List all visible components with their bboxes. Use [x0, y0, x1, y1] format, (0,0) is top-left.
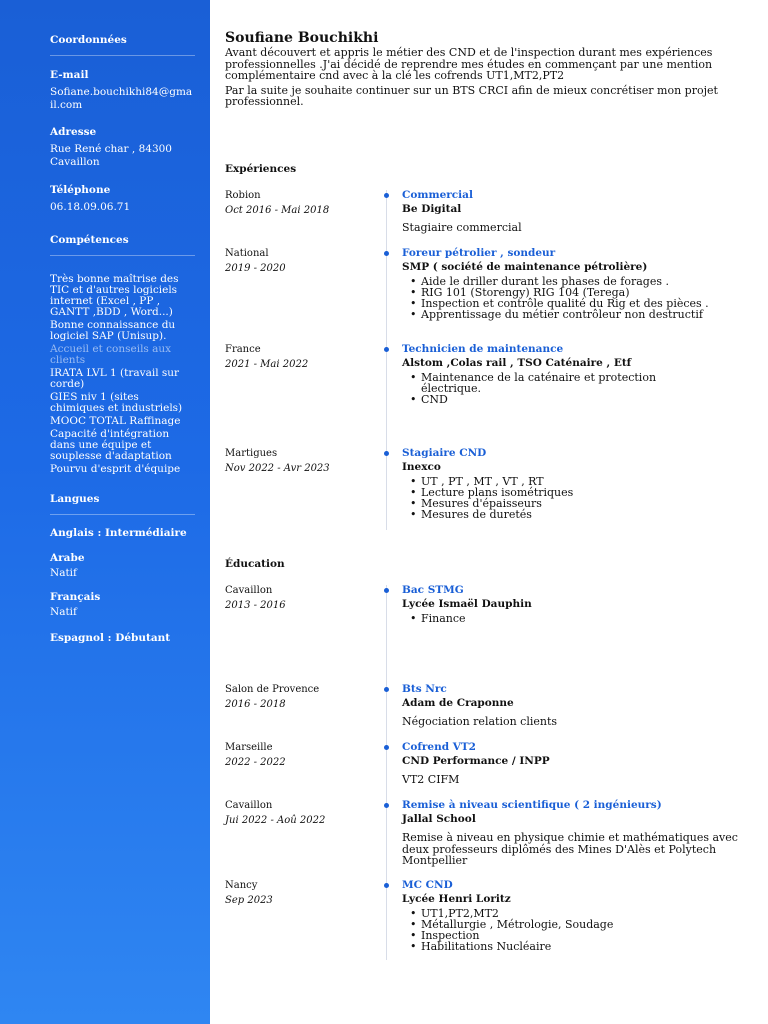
entry-dates: 2021 - Mai 2022: [225, 359, 309, 370]
entry-desc: Négociation relation clients: [402, 715, 558, 728]
entry-role: Bts Nrc: [402, 683, 447, 695]
adresse-value: Rue René char , 84300 Cavaillon: [50, 143, 172, 169]
candidate-name: Soufiane Bouchikhi: [225, 30, 379, 46]
entry-dates: Jui 2022 - Aoû 2022: [225, 815, 326, 826]
entry-org: SMP ( société de maintenance pétrolière): [402, 261, 648, 273]
header: [225, 30, 745, 108]
timeline-dot: [384, 803, 389, 808]
entry-role: MC CND: [402, 879, 453, 891]
summary-paragraph: Par la suite je souhaite continuer sur un BTS CRCI afin de mieux concrétiser mon projet professionnel.: [225, 83, 718, 109]
timeline-dot: [384, 687, 389, 692]
competence-item: MOOC TOTAL Raffinage: [50, 414, 181, 427]
coordonnees-heading: Coordonnées: [50, 34, 127, 46]
bullet-item: • UT , PT , MT , VT , RT: [410, 476, 745, 487]
bullet-item: • RIG 101 (Storengy) RIG 104 (Terega): [410, 287, 745, 298]
bullet-item: • Inspection: [410, 930, 745, 941]
education-heading: Éducation: [225, 558, 285, 570]
bullet-item: • Mesures d'épaisseurs: [410, 498, 745, 509]
timeline-dot: [384, 347, 389, 352]
bullet-item: • Mesures de duretés: [410, 509, 745, 520]
entry-dates: 2022 - 2022: [225, 757, 286, 768]
competence-item: GIES niv 1 (sites chimiques et industriels): [50, 390, 183, 414]
competence-item: Très bonne maîtrise des TIC et d'autres logiciels internet (Excel , PP , GANTT ,BDD , Word...): [50, 272, 179, 318]
bullet-item: • CND: [410, 394, 680, 405]
timeline-dot: [384, 745, 389, 750]
experiences-heading: Expériences: [225, 163, 297, 175]
entry-role: Stagiaire CND: [402, 447, 487, 459]
timeline-dot: [384, 193, 389, 198]
entry-bullets: [410, 372, 680, 405]
email-value[interactable]: Sofiane.bouchikhi84@gmail.com: [50, 86, 193, 112]
entry-dates: Nov 2022 - Avr 2023: [225, 463, 330, 474]
entry-desc: Remise à niveau en physique chimie et mathématiques avec deux professeurs diplômés des Mines D'Alès et Polytech Montpellier: [402, 831, 738, 868]
entry-org: Inexco: [402, 461, 441, 473]
lang-francais: Français: [50, 590, 101, 603]
competence-item: IRATA LVL 1 (travail sur corde): [50, 366, 180, 390]
entry-role: Bac STMG: [402, 584, 464, 596]
bullet-item: • Inspection et contrôle qualité du Rig et des pièces .: [410, 298, 745, 309]
divider: [50, 255, 195, 256]
divider: [50, 55, 195, 56]
entry-location: Salon de Provence: [225, 684, 320, 695]
lang-arabe-level: Natif: [50, 566, 77, 579]
entry-location: National: [225, 248, 269, 259]
competences-heading: Compétences: [50, 233, 129, 246]
entry-dates: Oct 2016 - Mai 2018: [225, 205, 330, 216]
entry-org: Lycée Ismaël Dauphin: [402, 598, 532, 610]
langues-heading: Langues: [50, 492, 100, 505]
competences-list: [50, 274, 190, 475]
entry-role: Cofrend VT2: [402, 741, 476, 753]
timeline-dot: [384, 883, 389, 888]
entry-desc: Stagiaire commercial: [402, 221, 522, 234]
timeline-line: [386, 585, 387, 960]
summary-paragraph: Avant découvert et appris le métier des CND et de l'inspection durant mes expériences professionnelles .J'ai décidé de reprendre mes études en commençant par une mention complémentaire cnd avec à la clé les cofrends UT1,MT2,PT2: [225, 46, 713, 83]
entry-dates: 2016 - 2018: [225, 699, 286, 710]
bullet-item: • Habilitations Nucléaire: [410, 941, 745, 952]
bullet-item: • Lecture plans isométriques: [410, 487, 745, 498]
entry-org: Jallal School: [402, 813, 476, 825]
entry-org: CND Performance / INPP: [402, 755, 550, 767]
lang-anglais: Anglais : Intermédiaire: [50, 526, 187, 539]
entry-role: Foreur pétrolier , sondeur: [402, 247, 556, 259]
sidebar: [0, 0, 210, 1024]
entry-location: France: [225, 344, 261, 355]
lang-arabe: Arabe: [50, 551, 85, 564]
bullet-item: • Métallurgie , Métrologie, Soudage: [410, 919, 745, 930]
adresse-label: Adresse: [50, 126, 97, 139]
email-label: E-mail: [50, 69, 89, 81]
entry-location: Nancy: [225, 880, 258, 891]
divider: [50, 514, 195, 515]
timeline-dot: [384, 451, 389, 456]
entry-location: Cavaillon: [225, 800, 273, 811]
bullet-item: • Apprentissage du métier contrôleur non destructif: [410, 309, 745, 320]
telephone-value[interactable]: 06.18.09.06.71: [50, 200, 131, 213]
timeline-dot: [384, 588, 389, 593]
entry-bullets: [410, 276, 745, 320]
competence-item: Accueil et conseils aux clients: [50, 342, 172, 366]
entry-bullets: [410, 613, 745, 624]
bullet-item: • Aide le driller durant les phases de forages .: [410, 276, 745, 287]
entry-role: Commercial: [402, 189, 473, 201]
entry-dates: Sep 2023: [225, 895, 273, 906]
entry-org: Alstom ,Colas rail , TSO Caténaire , Etf: [402, 357, 632, 369]
lang-francais-level: Natif: [50, 605, 77, 618]
entry-bullets: [410, 908, 745, 952]
entry-location: Marseille: [225, 742, 273, 753]
competence-item: Bonne connaissance du logiciel SAP (Unisup).: [50, 318, 176, 342]
competence-item: Capacité d'intégration dans une équipe et souplesse d'adaptation: [50, 427, 172, 462]
entry-org: Be Digital: [402, 203, 462, 215]
entry-org: Adam de Craponne: [402, 697, 514, 709]
timeline-line: [386, 190, 387, 530]
entry-location: Cavaillon: [225, 585, 273, 596]
entry-dates: 2013 - 2016: [225, 600, 286, 611]
bullet-item: • UT1,PT2,MT2: [410, 908, 745, 919]
entry-desc: VT2 CIFM: [402, 773, 460, 786]
competence-item: Pourvu d'esprit d'équipe: [50, 462, 181, 475]
lang-espagnol: Espagnol : Débutant: [50, 631, 171, 644]
entry-location: Robion: [225, 190, 261, 201]
entry-role: Technicien de maintenance: [402, 343, 564, 355]
entry-dates: 2019 - 2020: [225, 263, 286, 274]
timeline-dot: [384, 251, 389, 256]
bullet-item: • Maintenance de la caténaire et protection électrique.: [410, 372, 680, 394]
entry-org: Lycée Henri Loritz: [402, 893, 511, 905]
entry-bullets: [410, 476, 745, 520]
entry-location: Martigues: [225, 448, 278, 459]
entry-role: Remise à niveau scientifique ( 2 ingénieurs): [402, 799, 662, 811]
bullet-item: • Finance: [410, 613, 745, 624]
telephone-label: Téléphone: [50, 183, 111, 196]
